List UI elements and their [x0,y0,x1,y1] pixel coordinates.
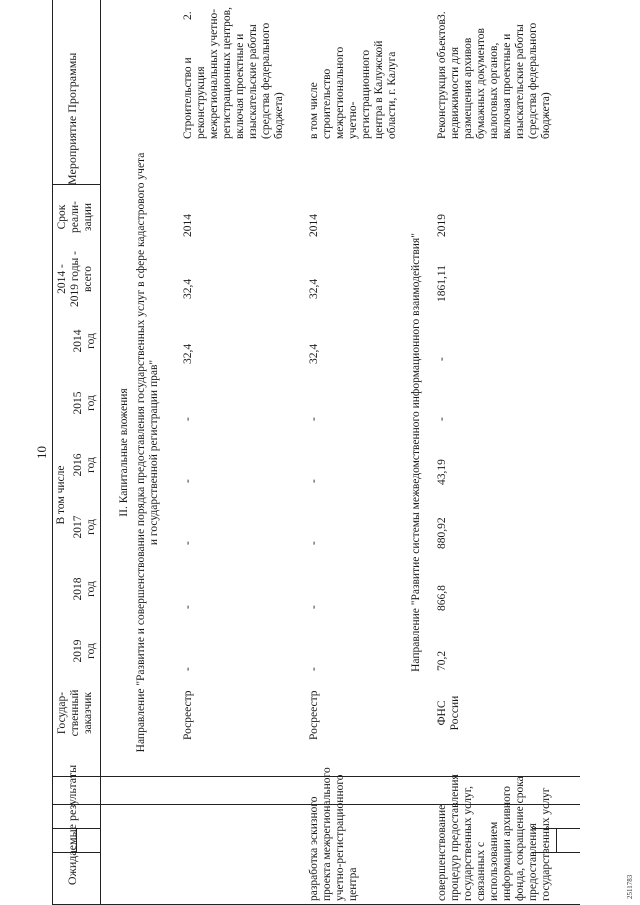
row-year-value: 43,19 [436,459,448,485]
row-event: Строительство и реконструкция межрегиональных учетно- регистрационных центров, включая проектные и изыскательские работы (средства федерального бюджета) [182,7,285,139]
direction-1-heading: Направление "Развитие и совершенствование порядка предоставления государственных услуг в сфере кадастрового учета и государственной регистрации прав" [135,152,160,753]
row-year-value: 32,4 [308,343,320,364]
table-top-border [52,0,53,905]
row-year-value: - [182,541,194,545]
header-year: 2014 год [72,329,97,353]
row-year-value: - [182,479,194,483]
page-number: 10 [34,446,49,459]
header-year: 2016 год [72,453,97,477]
header-year: 2019 год [72,639,97,663]
row-customer: Росреестр [182,690,194,740]
row-year-value: 70,2 [436,650,448,671]
row-year-value: - [182,417,194,421]
row-total: 32,4 [308,278,320,299]
header-term: Срок реали- зации [56,201,94,233]
header-total: 2014 - 2019 годы - всего [56,251,94,308]
row-term: 2014 [308,214,320,237]
row-year-value: 866,8 [436,585,448,611]
footer-code: 2511783 [626,874,634,899]
row-year-value: - [308,667,320,671]
row-year-value: - [308,605,320,609]
row-results: совершенствование процедур предоставления государственных услуг, связанных с использованием информации архивного фонда, сокращение срока предоставления государственных услуг [436,774,552,901]
row-term: 2019 [436,214,448,237]
row-year-value: - [308,541,320,545]
row-year-value: - [436,357,448,361]
row-total: 32,4 [182,278,194,299]
row-year-value: 32,4 [182,343,194,364]
row-number: 2. [182,11,194,20]
header-year: 2015 год [72,391,97,415]
grid-line [556,829,557,853]
row-number: 3. [436,11,448,20]
header-event: Мероприятие Программы [65,52,79,185]
row-year-value: - [182,667,194,671]
row-results: разработка эскизного проекта межрегионального учетно-регистрационного центра [308,767,359,901]
row-year-value: 880,92 [436,517,448,549]
row-year-value: - [182,605,194,609]
row-year-value: - [436,417,448,421]
row-year-value: - [308,479,320,483]
grid-line [100,0,101,185]
row-customer: Росреестр [308,690,320,740]
row-event: Реконструкция объектов недвижимости для размещения архивов бумажных документов налоговых органов, включая проектные и изыскательские работы (средства федерального бюджета) [436,19,552,139]
direction-2-heading: Направление "Развитие системы межведомственного информационного взаимодействия" [410,233,422,672]
header-results: Ожидаемые результаты [65,764,79,886]
row-customer: ФНС России [436,695,461,731]
row-total: 1861,11 [436,265,448,302]
section-title: II. Капитальные вложения [118,388,130,517]
row-event: в том числе строительство межрегионального учетно- регистрационного центра в Калужской области, г. Калуга [308,40,398,139]
header-year: 2018 год [72,577,97,601]
header-customer: Государ- ственный заказчик [56,689,94,737]
row-term: 2014 [182,214,194,237]
header-including: В том числе [55,465,67,525]
row-year-value: - [308,417,320,421]
header-year: 2017 год [72,515,97,539]
